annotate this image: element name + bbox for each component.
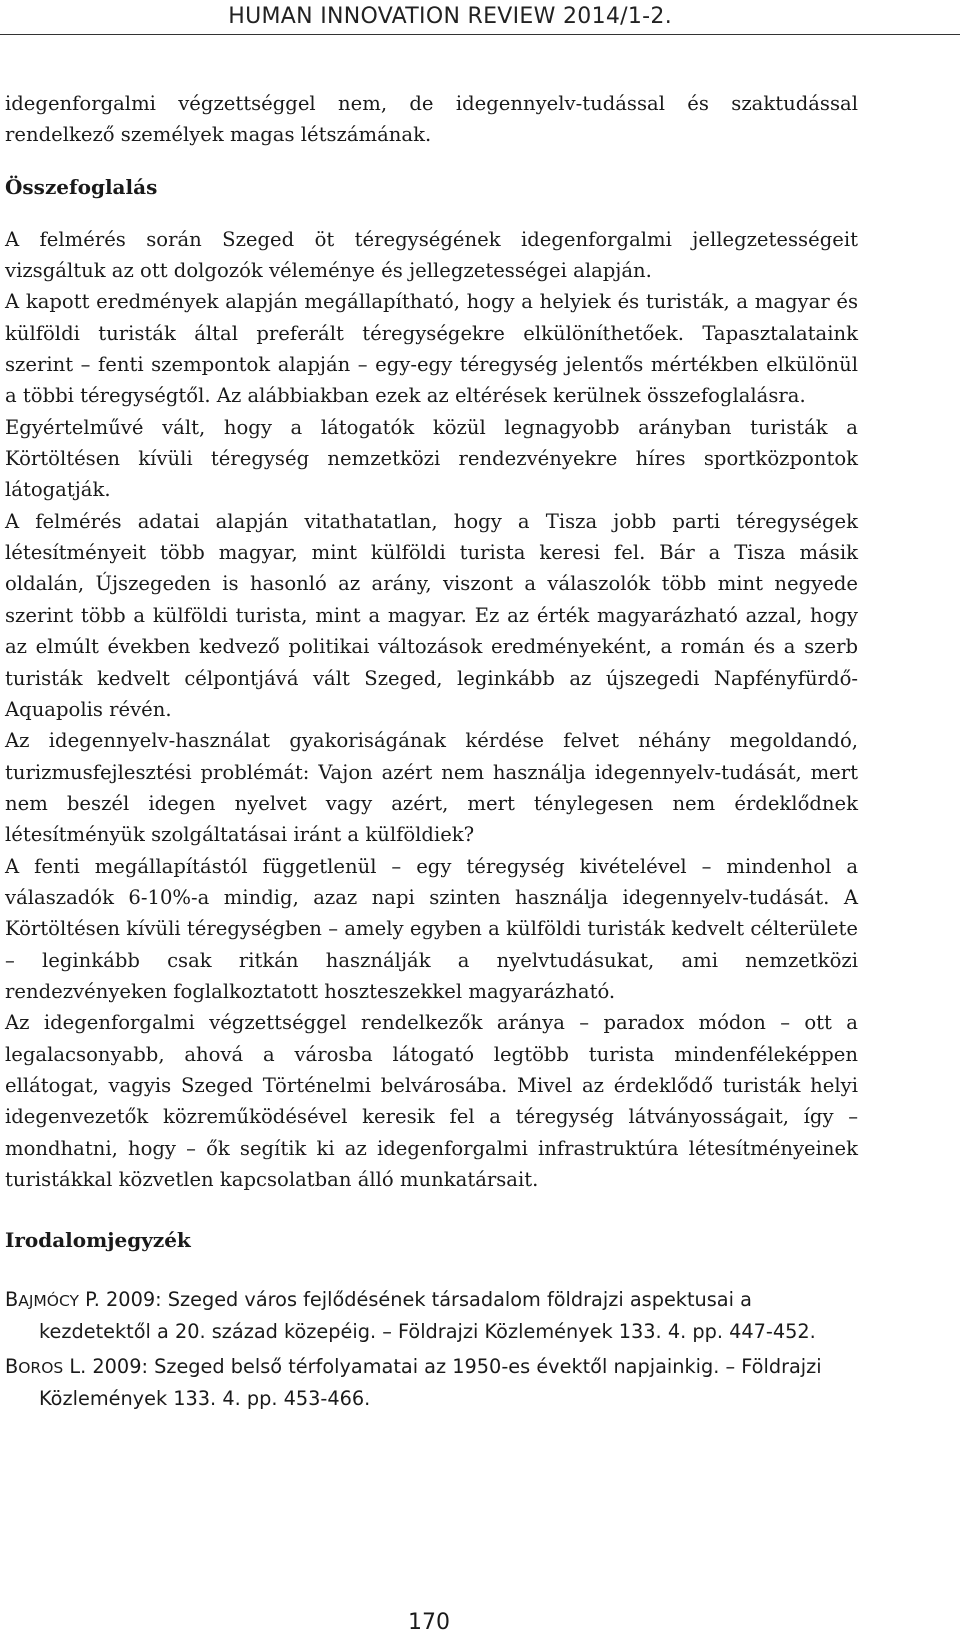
reference-author-initial: B <box>5 1288 19 1312</box>
summary-paragraph: A kapott eredmények alapján megállapítható, hogy a helyiek és turisták, a magyar és külföldi turisták által preferált téregységekre elkülöníthetőek. Tapasztalataink szerint – fenti szempontok alapján – egy-egy téregység jelentős mértékben elkülönül a többi téregységtől. Az alábbiakban ezek az eltérések kerülnek összefoglalásra. <box>5 290 858 408</box>
reference-author-suffix: L. <box>63 1355 87 1379</box>
summary-paragraph: Egyértelművé vált, hogy a látogatók közül legnagyobb arányban turisták a Körtöltésen kívüli téregység nemzetközi rendezvényekre híres sportközpontok látogatják. <box>5 415 858 502</box>
header-divider <box>0 34 960 35</box>
reference-item <box>5 1352 858 1414</box>
reference-text: 2009: Szeged város fejlődésének társadalom földrajzi aspektusai a kezdetektől a 20. század közepéig. – Földrajzi Közlemények 133. 4. pp. 447-452. <box>39 1288 816 1343</box>
reference-author-smallcaps: OROS <box>18 1359 64 1378</box>
intro-paragraph: idegenforgalmi végzettséggel nem, de idegennyelv-tudással és szaktudással rendelkező személyek magas létszámának. <box>5 92 858 147</box>
page-number: 170 <box>408 1610 450 1635</box>
reference-author-suffix: P. <box>79 1288 100 1312</box>
summary-heading: Összefoglalás <box>5 174 158 199</box>
journal-title: HUMAN INNOVATION REVIEW 2014/1-2. <box>228 4 672 29</box>
summary-paragraph: A felmérés során Szeged öt téregységének idegenforgalmi jellegzetességeit vizsgáltuk az ott dolgozók véleménye és jellegzetességei alapján. <box>5 227 858 283</box>
summary-paragraph: A fenti megállapítástól függetlenül – egy téregység kivételével – mindenhol a válaszadók 6-10%-a mindig, azaz napi szinten használja idegennyelv-tudását. A Körtöltésen kívüli téregységben – amely egyben a külföldi turisták kedvelt célterülete – leginkább csak ritkán használják a nyelvtudásukat, ami nemzetközi rendezvényeken foglalkoztatott hoszteszekkel magyarázható. <box>5 854 858 1003</box>
page-body <box>5 88 858 1419</box>
reference-author-initial: B <box>5 1355 19 1379</box>
reference-text: 2009: Szeged belső térfolyamatai az 1950-es évektől napjainkig. – Földrajzi Közlemények 133. 4. pp. 453-466. <box>39 1355 822 1410</box>
summary-paragraph: Az idegenforgalmi végzettséggel rendelkezők aránya – paradox módon – ott a legalacsonyabb, ahová a városba látogató legtöbb turista mindenféleképpen ellátogat, vagyis Szeged Történelmi belvárosába. Mivel az érdeklődő turisták helyi idegenvezetők közreműködésével keresik fel a téregység látványosságait, így – mondhatni, hogy – ők segítik ki az idegenforgalmi infrastruktúra létesítményeinek turistákkal közvetlen kapcsolatban álló munkatársait. <box>5 1011 858 1191</box>
reference-item <box>5 1285 858 1347</box>
summary-paragraph: Az idegennyelv-használat gyakoriságának kérdése felvet néhány megoldandó, turizmusfejlesztési problémát: Vajon azért nem használja idegennyelv-tudását, mert nem beszél idegen nyelvet vagy azért, mert ténylegesen nem érdeklődnek létesítményük szolgáltatásai iránt a külföldiek? <box>5 729 858 847</box>
summary-paragraph: A felmérés adatai alapján vitathatatlan, hogy a Tisza jobb parti téregységek létesítményeit több magyar, mint külföldi turista keresi fel. Bár a Tisza másik oldalán, Újszegeden is hasonló az arány, viszont a válaszolók több mint negyede szerint több a külföldi turista, mint a magyar. Ez az érték magyarázható azzal, hogy az elmúlt években kedvező politikai változások eredményeként, a román és a szerb turisták kedvelt célpontjává vált Szeged, leginkább az újszegedi Napfényfürdő-Aquapolis révén. <box>5 509 858 721</box>
references-heading: Irodalomjegyzék <box>5 1228 191 1253</box>
page-header <box>0 0 960 40</box>
reference-author-smallcaps: AJMÓCY <box>18 1292 80 1311</box>
